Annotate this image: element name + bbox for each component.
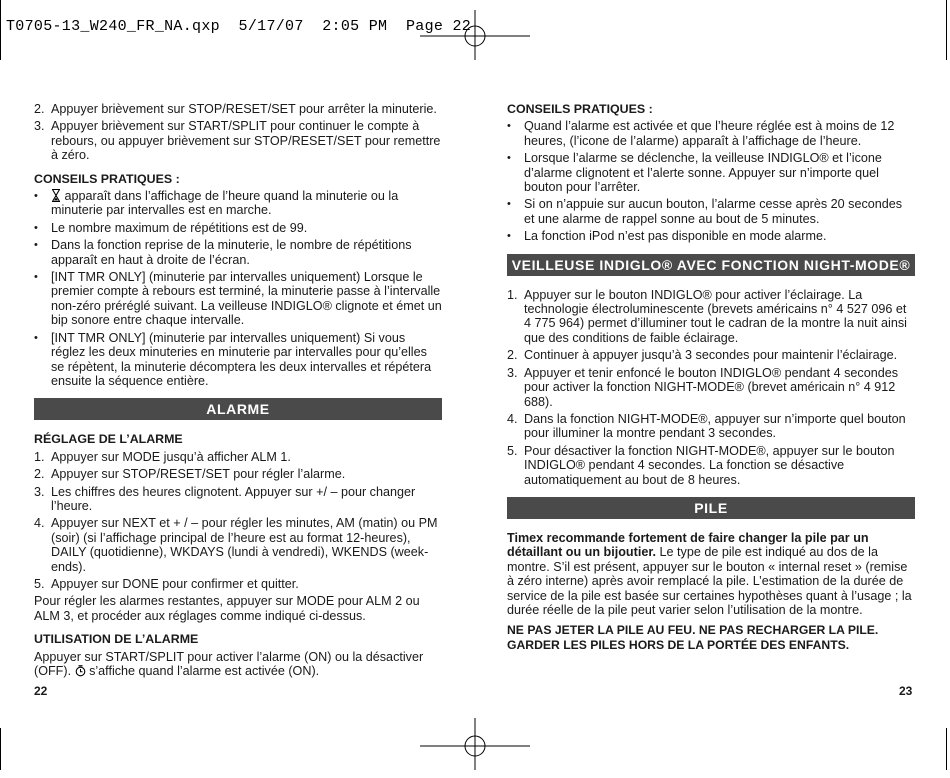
hourglass-icon <box>51 189 61 202</box>
battery-text: Timex recommande fortement de faire changer la pile par un détaillant ou un bijoutier. Le type de pile est indiqué au dos de la montre. S’il est présent, appuyer sur le bouton « internal reset » (remise à zéro interne) après avoir remplacé la pile. L’estimation de la durée de service de la pile est basée sur certaines hypothèses quant à l’usage ; la durée réelle de la pile peut varier selon l’utilisation de la montre. <box>507 530 912 617</box>
tip-item: • Quand l’alarme est activée et que l’heure réglée est à moins de 12 heures, (l’icone de l’alarme) apparaît à l’affichage de l’heure. <box>507 119 895 148</box>
alarm-step: 4. Appuyer sur NEXT et + / – pour régler les minutes, AM (matin) ou PM (soir) (si l’affichage principal de l’heure est au format 12-heures), DAILY (quotidienne), WKDAYS (lundi à vendredi), WKENDS (week-ends). <box>34 516 438 574</box>
indiglo-step: 4. Dans la fonction NIGHT-MODE®, appuyer sur n’importe quel bouton pour illuminer la montre pendant 3 secondes. <box>507 411 906 441</box>
section-bar-alarme: ALARME <box>34 398 442 420</box>
indiglo-step: 1. Appuyer sur le bouton INDIGLO® pour activer l’éclairage. La technologie électroluminescente (brevets américains n° 4 527 096 et 4 775 964) permet d’illuminer tout le cadran de la montre la nuit ainsi que des conditions de faible éclairage. <box>507 287 907 345</box>
registration-mark-top <box>420 0 530 60</box>
tip-item: • La fonction iPod n’est pas disponible en mode alarme. <box>507 229 827 244</box>
alarm-step: 3. Les chiffres des heures clignotent. Appuyer sur +/ – pour changer l’heure. <box>34 484 416 513</box>
right-page <box>507 102 915 652</box>
crop-mark-top-right <box>946 0 947 60</box>
timer-step-2: 2. Appuyer brièvement sur STOP/RESET/SET pour arrêter la minuterie. <box>34 102 437 116</box>
alarm-step: 2. Appuyer sur STOP/RESET/SET pour régler l’alarme. <box>34 467 346 482</box>
alarm-clock-icon <box>75 665 86 677</box>
alarm-step: 5. Appuyer sur DONE pour confirmer et quitter. <box>34 576 299 591</box>
indiglo-step: 5. Pour désactiver la fonction NIGHT-MODE®, appuyer sur le bouton INDIGLO® pendant 4 secondes. La fonction se désactive automatiquement au bout de 8 heures. <box>507 443 895 487</box>
tip-item: • [INT TMR ONLY] (minuterie par intervalles uniquement) Si vous réglez les deux minuteries en minuterie par intervalles pour qu’elles se répètent, la minuterie décomptera les deux intervalles et répétera ensuite la séquence entière. <box>34 330 432 388</box>
crop-mark-top-left <box>0 0 1 60</box>
alarm-use-heading: UTILISATION DE L’ALARME <box>34 632 199 647</box>
tip-item: • Si on n’appuie sur aucun bouton, l’alarme cesse après 20 secondes et une alarme de rappel sonne au bout de 5 minutes. <box>507 197 903 226</box>
tip-item: • Lorsque l’alarme se déclenche, la veilleuse INDIGLO® et l’icone d’alarme clignotent et l’alerte sonne. Appuyer sur n’importe quel bouton pour l’arrêter. <box>507 151 882 195</box>
printer-slug: T0705-13_W240_FR_NA.qxp 5/17/07 2:05 PM Page 22 <box>6 18 472 35</box>
page-number-left: 22 <box>34 684 48 698</box>
alarm-note: Pour régler les alarmes restantes, appuyer sur MODE pour ALM 2 ou ALM 3, et procéder aux réglages comme indiqué ci-dessus. <box>34 594 420 623</box>
section-bar-pile: PILE <box>507 497 915 519</box>
tip-hourglass: • apparaît dans l’affichage de l’heure quand la minuterie ou la minuterie par intervalles est en marche. <box>34 189 399 218</box>
indiglo-step: 3. Appuyer et tenir enfoncé le bouton INDIGLO® pendant 4 secondes pour activer la fonction NIGHT-MODE® (brevet américain n° 4 912 688). <box>507 365 899 409</box>
crop-mark-bottom-right <box>946 728 947 770</box>
alarm-use-text: Appuyer sur START/SPLIT pour activer l’alarme (ON) ou la désactiver (OFF). s’affiche quand l’alarme est activée (ON). <box>34 649 424 678</box>
timer-step-3: 3. Appuyer brièvement sur START/SPLIT pour continuer le compte à rebours, ou appuyer brièvement sur STOP/RESET/SET pour remettre à zéro. <box>34 119 441 163</box>
crop-mark-bottom-left <box>0 728 1 770</box>
registration-mark-bottom <box>420 718 530 778</box>
battery-warning: NE PAS JETER LA PILE AU FEU. NE PAS RECHARGER LA PILE. GARDER LES PILES HORS DE LA PORTÉE DES ENFANTS. <box>507 623 879 652</box>
tip-item: • Le nombre maximum de répétitions est de 99. <box>34 220 308 235</box>
tips-heading-right: CONSEILS PRATIQUES : <box>507 102 653 116</box>
section-bar-indiglo: VEILLEUSE INDIGLO® AVEC FONCTION NIGHT-MODE® <box>507 254 915 276</box>
tip-item: • Dans la fonction reprise de la minuterie, le nombre de répétitions apparaît en haut à droite de l’écran. <box>34 238 412 267</box>
indiglo-step: 2. Continuer à appuyer jusqu’à 3 secondes pour maintenir l’éclairage. <box>507 348 898 363</box>
page-number-right: 23 <box>899 684 913 698</box>
tips-heading-left: CONSEILS PRATIQUES : <box>34 171 180 186</box>
alarm-setting-heading: RÉGLAGE DE L’ALARME <box>34 432 183 447</box>
alarm-step: 1. Appuyer sur MODE jusqu’à afficher ALM 1. <box>34 449 291 464</box>
tip-item: • [INT TMR ONLY] (minuterie par intervalles uniquement) Lorsque le premier compte à rebours est terminé, la minuterie passe à l’intervalle non-zéro préréglé suivant. La veilleuse INDIGLO® clignote et émet un bip sonore entre chaque intervalle. <box>34 270 442 328</box>
left-page <box>34 102 442 684</box>
